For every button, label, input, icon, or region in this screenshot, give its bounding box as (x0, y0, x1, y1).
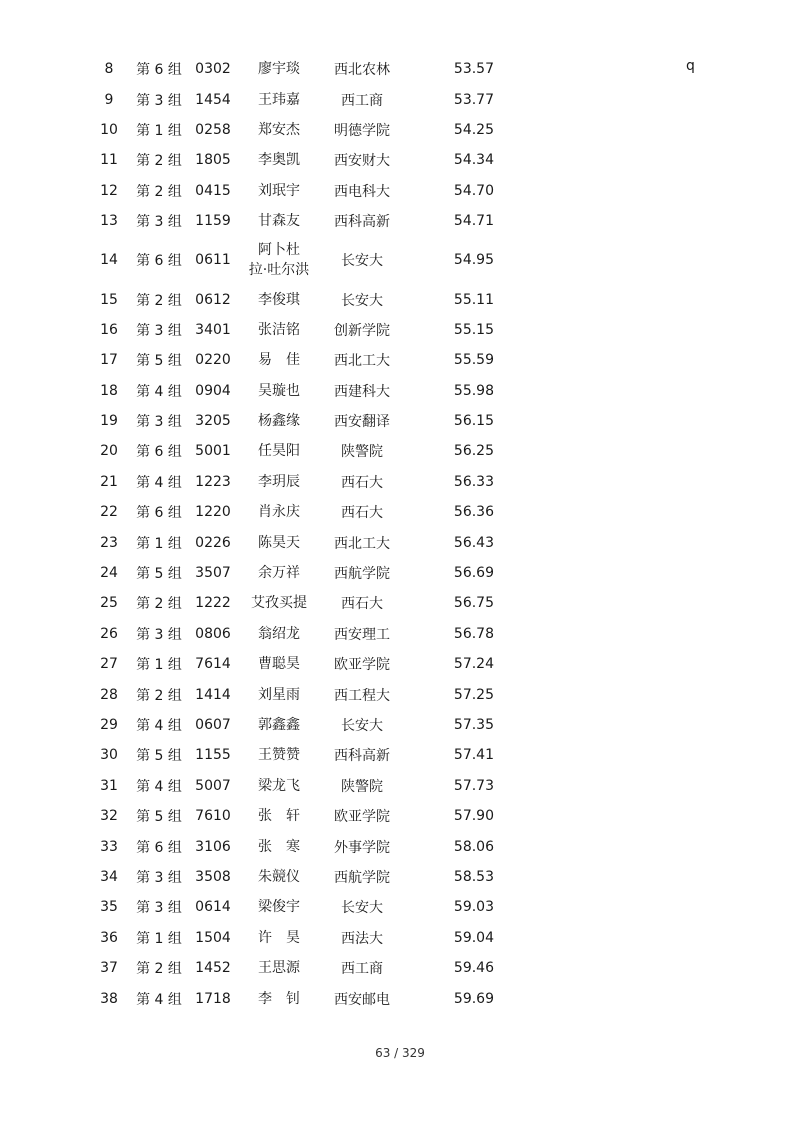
table-row (88, 115, 494, 145)
school-cell: 西电科大 (334, 183, 390, 200)
school-cell: 陕警院 (341, 444, 383, 461)
group-cell: 第 1 组 (136, 535, 182, 552)
group-cell: 第 6 组 (136, 444, 182, 461)
time-cell: 55.11 (453, 291, 494, 308)
athlete-name-cell: 朱競仪 (258, 868, 300, 885)
group-cell: 第 2 组 (136, 687, 182, 704)
athlete-name-cell: 肖永庆 (258, 504, 300, 521)
athlete-name-cell: 许 昊 (258, 929, 300, 946)
table-row (88, 558, 494, 588)
time-cell: 54.34 (453, 152, 494, 169)
school-cell: 外事学院 (334, 839, 390, 856)
athlete-number-cell: 0806 (195, 625, 231, 642)
time-cell: 54.95 (453, 252, 494, 269)
athlete-name-cell: 张 寒 (258, 838, 300, 855)
table-row (88, 376, 494, 406)
athlete-number-cell: 0614 (195, 899, 231, 916)
rank-cell: 10 (100, 121, 118, 138)
school-cell: 西安财大 (334, 153, 390, 170)
table-row (88, 801, 494, 831)
athlete-number-cell: 1718 (195, 990, 231, 1007)
school-cell: 西工程大 (334, 687, 390, 704)
group-cell: 第 6 组 (136, 253, 182, 270)
rank-cell: 18 (100, 382, 118, 399)
results-table (88, 54, 494, 1014)
table-row (88, 740, 494, 770)
athlete-number-cell: 1220 (195, 504, 231, 521)
rank-cell: 22 (100, 504, 118, 521)
table-row (88, 862, 494, 892)
school-cell: 欧亚学院 (334, 657, 390, 674)
time-cell: 53.77 (453, 91, 494, 108)
group-cell: 第 4 组 (136, 991, 182, 1008)
time-cell: 57.90 (453, 808, 494, 825)
time-cell: 57.25 (453, 686, 494, 703)
athlete-number-cell: 0415 (195, 182, 231, 199)
athlete-name-cell: 廖宇琰 (258, 61, 300, 78)
time-cell: 57.24 (453, 656, 494, 673)
time-cell: 59.69 (453, 990, 494, 1007)
school-cell: 西石大 (341, 505, 383, 522)
athlete-number-cell: 0302 (195, 61, 231, 78)
group-cell: 第 5 组 (136, 748, 182, 765)
school-cell: 西北工大 (334, 353, 390, 370)
group-cell: 第 6 组 (136, 62, 182, 79)
table-row (88, 771, 494, 801)
group-cell: 第 4 组 (136, 474, 182, 491)
athlete-name-cell: 王玮嘉 (258, 91, 300, 108)
school-cell: 西航学院 (334, 869, 390, 886)
time-cell: 55.98 (453, 382, 494, 399)
rank-cell: 11 (100, 152, 118, 169)
table-row (88, 145, 494, 175)
group-cell: 第 1 组 (136, 122, 182, 139)
rank-cell: 20 (100, 443, 118, 460)
athlete-number-cell: 7610 (195, 808, 231, 825)
time-cell: 56.25 (453, 443, 494, 460)
rank-cell: 17 (100, 352, 118, 369)
table-row (88, 923, 494, 953)
group-cell: 第 4 组 (136, 778, 182, 795)
athlete-number-cell: 1454 (195, 91, 231, 108)
rank-cell: 31 (100, 777, 118, 794)
athlete-number-cell: 0226 (195, 534, 231, 551)
rank-cell: 28 (100, 686, 118, 703)
rank-cell: 30 (100, 747, 118, 764)
group-cell: 第 3 组 (136, 414, 182, 431)
athlete-number-cell: 1159 (195, 213, 231, 230)
page-number: 63 / 329 (375, 1046, 425, 1060)
rank-cell: 14 (100, 252, 118, 269)
athlete-name-line1: 阿卜杜 (258, 242, 300, 259)
athlete-name-cell: 郑安杰 (258, 121, 300, 138)
athlete-number-cell: 0611 (195, 252, 231, 269)
group-cell: 第 2 组 (136, 153, 182, 170)
athlete-number-cell: 1452 (195, 960, 231, 977)
athlete-name-cell: 杨鑫缘 (258, 413, 300, 430)
time-cell: 58.53 (453, 868, 494, 885)
table-row (88, 527, 494, 557)
athlete-name-cell: 曹聪昊 (258, 656, 300, 673)
rank-cell: 34 (100, 868, 118, 885)
rank-cell: 29 (100, 717, 118, 733)
rank-cell: 33 (100, 838, 118, 855)
athlete-number-cell: 1805 (195, 152, 231, 169)
group-cell: 第 4 组 (136, 718, 182, 734)
athlete-name-cell: 张洁铭 (258, 321, 300, 338)
table-row (88, 436, 494, 466)
athlete-name-cell: 郭鑫鑫 (258, 717, 300, 733)
group-cell: 第 2 组 (136, 292, 182, 309)
table-row (88, 953, 494, 983)
time-cell: 56.69 (453, 565, 494, 582)
time-cell: 57.41 (453, 747, 494, 764)
table-row (88, 710, 494, 740)
rank-cell: 37 (100, 960, 118, 977)
table-row (88, 497, 494, 527)
table-row (88, 619, 494, 649)
rank-cell: 9 (104, 91, 114, 108)
school-cell: 西安理工 (334, 626, 390, 643)
athlete-number-cell: 5007 (195, 777, 231, 794)
table-row (88, 983, 494, 1013)
rank-cell: 16 (100, 321, 118, 338)
group-cell: 第 2 组 (136, 183, 182, 200)
school-cell: 长安大 (341, 900, 383, 917)
table-row (88, 679, 494, 709)
school-cell: 西北工大 (334, 535, 390, 552)
group-cell: 第 3 组 (136, 322, 182, 339)
table-row (88, 84, 494, 114)
rank-cell: 26 (100, 625, 118, 642)
athlete-number-cell: 1414 (195, 686, 231, 703)
school-cell: 西航学院 (334, 566, 390, 583)
time-cell: 53.57 (453, 61, 494, 78)
athlete-number-cell: 1504 (195, 929, 231, 946)
rank-cell: 38 (100, 990, 118, 1007)
athlete-name-cell: 王思源 (258, 960, 300, 977)
table-row (88, 315, 494, 345)
time-cell: 58.06 (453, 838, 494, 855)
rank-cell: 15 (100, 291, 118, 308)
group-cell: 第 2 组 (136, 596, 182, 613)
school-cell: 西石大 (341, 474, 383, 491)
time-cell: 56.36 (453, 504, 494, 521)
athlete-name-cell: 李俊琪 (258, 291, 300, 308)
rank-cell: 19 (100, 413, 118, 430)
athlete-number-cell: 1155 (195, 747, 231, 764)
school-cell: 长安大 (341, 718, 383, 734)
athlete-number-cell: 0904 (195, 382, 231, 399)
athlete-name-cell: 李奥凯 (258, 152, 300, 169)
table-row (88, 54, 494, 84)
time-cell: 54.71 (453, 213, 494, 230)
table-row (88, 588, 494, 618)
school-cell: 欧亚学院 (334, 809, 390, 826)
group-cell: 第 4 组 (136, 383, 182, 400)
athlete-name-cell: 李玥辰 (258, 473, 300, 490)
stray-mark: q (686, 58, 695, 74)
rank-cell: 23 (100, 534, 118, 551)
group-cell: 第 3 组 (136, 92, 182, 109)
athlete-number-cell: 5001 (195, 443, 231, 460)
group-cell: 第 5 组 (136, 809, 182, 826)
rank-cell: 36 (100, 929, 118, 946)
table-row (88, 406, 494, 436)
school-cell: 西工商 (341, 961, 383, 978)
athlete-number-cell: 7614 (195, 656, 231, 673)
athlete-name-cell: 李 钊 (258, 990, 300, 1007)
time-cell: 56.15 (453, 413, 494, 430)
athlete-name-cell: 张 轩 (258, 808, 300, 825)
athlete-name-cell: 梁龙飞 (258, 777, 300, 794)
athlete-name-cell: 吴璇也 (258, 382, 300, 399)
table-row (88, 831, 494, 861)
group-cell: 第 2 组 (136, 961, 182, 978)
school-cell: 明德学院 (334, 122, 390, 139)
time-cell: 59.46 (453, 960, 494, 977)
time-cell: 56.43 (453, 534, 494, 551)
group-cell: 第 6 组 (136, 839, 182, 856)
school-cell: 西工商 (341, 92, 383, 109)
time-cell: 54.25 (453, 121, 494, 138)
group-cell: 第 1 组 (136, 657, 182, 674)
time-cell: 57.35 (453, 717, 494, 733)
school-cell: 西科高新 (334, 748, 390, 765)
table-row (88, 467, 494, 497)
school-cell: 西安翻译 (334, 414, 390, 431)
school-cell: 西法大 (341, 930, 383, 947)
school-cell: 西安邮电 (334, 991, 390, 1008)
table-row (88, 176, 494, 206)
school-cell: 西北农林 (334, 62, 390, 79)
rank-cell: 12 (100, 182, 118, 199)
time-cell: 56.33 (453, 473, 494, 490)
time-cell: 59.03 (453, 899, 494, 916)
athlete-number-cell: 3507 (195, 565, 231, 582)
table-row (88, 236, 494, 284)
group-cell: 第 3 组 (136, 626, 182, 643)
table-row (88, 206, 494, 236)
athlete-name-cell: 甘森友 (258, 213, 300, 230)
table-row (88, 649, 494, 679)
group-cell: 第 5 组 (136, 353, 182, 370)
time-cell: 55.15 (453, 321, 494, 338)
athlete-number-cell: 3508 (195, 868, 231, 885)
rank-cell: 8 (104, 61, 114, 78)
rank-cell: 13 (100, 213, 118, 230)
athlete-name-cell: 梁俊宇 (258, 899, 300, 916)
school-cell: 创新学院 (334, 322, 390, 339)
athlete-name-cell: 任昊阳 (258, 443, 300, 460)
group-cell: 第 3 组 (136, 214, 182, 231)
group-cell: 第 3 组 (136, 900, 182, 917)
athlete-number-cell: 1223 (195, 473, 231, 490)
group-cell: 第 3 组 (136, 869, 182, 886)
athlete-name-line2: 拉·吐尔洪 (248, 262, 310, 279)
rank-cell: 21 (100, 473, 118, 490)
rank-cell: 27 (100, 656, 118, 673)
rank-cell: 25 (100, 595, 118, 612)
rank-cell: 32 (100, 808, 118, 825)
athlete-name-cell: 翁绍龙 (258, 625, 300, 642)
results-body (88, 54, 494, 1014)
athlete-number-cell: 3401 (195, 321, 231, 338)
athlete-name-cell: 刘珉宇 (258, 182, 300, 199)
athlete-name-cell: 艾孜买提 (251, 595, 307, 612)
athlete-number-cell: 3106 (195, 838, 231, 855)
athlete-name-cell: 余万祥 (258, 565, 300, 582)
school-cell: 长安大 (341, 292, 383, 309)
school-cell: 西科高新 (334, 214, 390, 231)
athlete-number-cell: 0258 (195, 121, 231, 138)
athlete-number-cell: 0607 (195, 717, 231, 733)
group-cell: 第 5 组 (136, 566, 182, 583)
rank-cell: 24 (100, 565, 118, 582)
athlete-name-cell: 陈昊天 (258, 534, 300, 551)
school-cell: 长安大 (341, 253, 383, 270)
time-cell: 59.04 (453, 929, 494, 946)
school-cell: 西建科大 (334, 383, 390, 400)
table-row (88, 284, 494, 314)
table-row (88, 345, 494, 375)
athlete-number-cell: 1222 (195, 595, 231, 612)
athlete-name-cell (238, 236, 320, 284)
school-cell: 陕警院 (341, 778, 383, 795)
rank-cell: 35 (100, 899, 118, 916)
time-cell: 56.75 (453, 595, 494, 612)
athlete-name-cell: 易 佳 (258, 352, 300, 369)
time-cell: 55.59 (453, 352, 494, 369)
time-cell: 54.70 (453, 182, 494, 199)
athlete-number-cell: 3205 (195, 413, 231, 430)
athlete-name-cell: 刘星雨 (258, 686, 300, 703)
group-cell: 第 6 组 (136, 505, 182, 522)
athlete-number-cell: 0220 (195, 352, 231, 369)
athlete-number-cell: 0612 (195, 291, 231, 308)
athlete-name-cell: 王赞赞 (258, 747, 300, 764)
time-cell: 56.78 (453, 625, 494, 642)
school-cell: 西石大 (341, 596, 383, 613)
group-cell: 第 1 组 (136, 930, 182, 947)
time-cell: 57.73 (453, 777, 494, 794)
table-row (88, 892, 494, 922)
